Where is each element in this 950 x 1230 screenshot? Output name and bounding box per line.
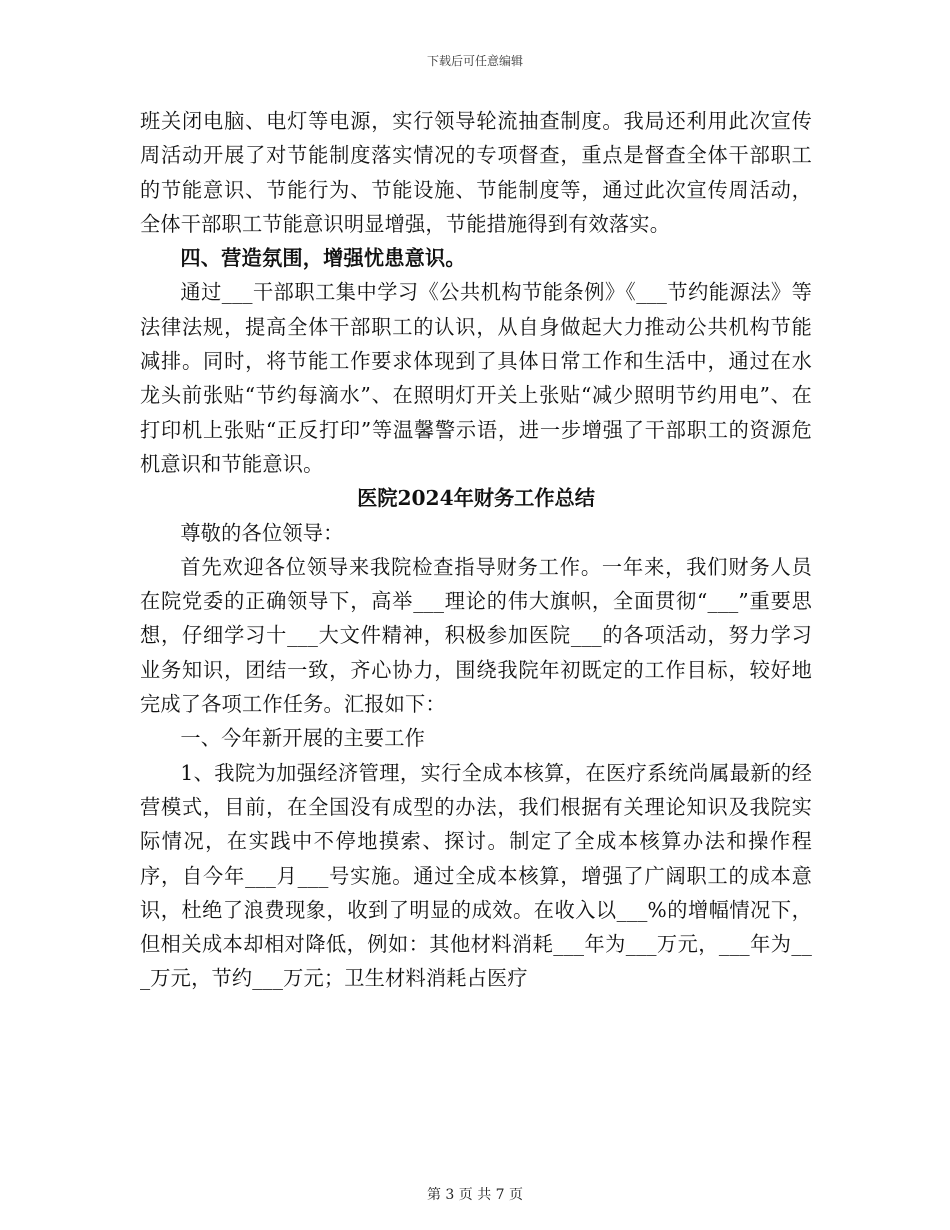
document-title: 医院2024年财务工作总结 bbox=[357, 486, 595, 511]
paragraph-cost-accounting: 1、我院为加强经济管理，实行全成本核算，在医疗系统尚属最新的经营模式，目前，在全国没有成型的办法，我们根据有关理论知识及我院实际情况，在实践中不停地摸索、探讨。制定了全成本核算办法和操作程序，自今年___月___号实施。通过全成本核算，增强了广阔职工的成本意识，杜绝了浪费现象，收到了明显的成效。在收入以___%的增幅情况下，但相关成本却相对降低，例如：其他材料消耗___年为___万元，___年为___万元，节约___万元；卫生材料消耗占医疗 bbox=[140, 760, 812, 991]
page-header-note: 下载后可任意编辑 bbox=[426, 54, 523, 68]
document-body bbox=[140, 104, 812, 996]
page-number: 第 3 页 共 7 页 bbox=[426, 1187, 524, 1203]
section-heading-new-work: 一、今年新开展的主要工作 bbox=[180, 726, 426, 751]
heading-section-four: 四、营造氛围，增强忧患意识。 bbox=[180, 246, 466, 271]
paragraph-atmosphere: 通过___干部职工集中学习《公共机构节能条例》《___节约能源法》等法律法规，提高全体干部职工的认识，从自身做起大力推动公共机构节能减排。同时，将节能工作要求体现到了具体日常工作和生活中，通过在水龙头前张贴“节约每滴水”、在照明灯开关上张贴“减少照明节约用电”、在打印机上张贴“正反打印”等温馨警示语，进一步增强了干部职工的资源危机意识和节能意识。 bbox=[140, 280, 812, 476]
paragraph-introduction: 首先欢迎各位领导来我院检查指导财务工作。一年来，我们财务人员在院党委的正确领导下，高举___理论的伟大旗帜，全面贯彻“___”重要思想，仔细学习十___大文件精神，积极参加医院___的各项活动，努力学习业务知识，团结一致，齐心协力，围绕我院年初既定的工作目标，较好地完成了各项工作任务。汇报如下： bbox=[140, 554, 812, 717]
paragraph-energy-measures: 班关闭电脑、电灯等电源，实行领导轮流抽查制度。我局还利用此次宣传周活动开展了对节能制度落实情况的专项督查，重点是督查全体干部职工的节能意识、节能行为、节能设施、节能制度等，通过此次宣传周活动，全体干部职工节能意识明显增强，节能措施得到有效落实。 bbox=[140, 109, 812, 236]
greeting-line: 尊敬的各位领导： bbox=[180, 520, 344, 545]
